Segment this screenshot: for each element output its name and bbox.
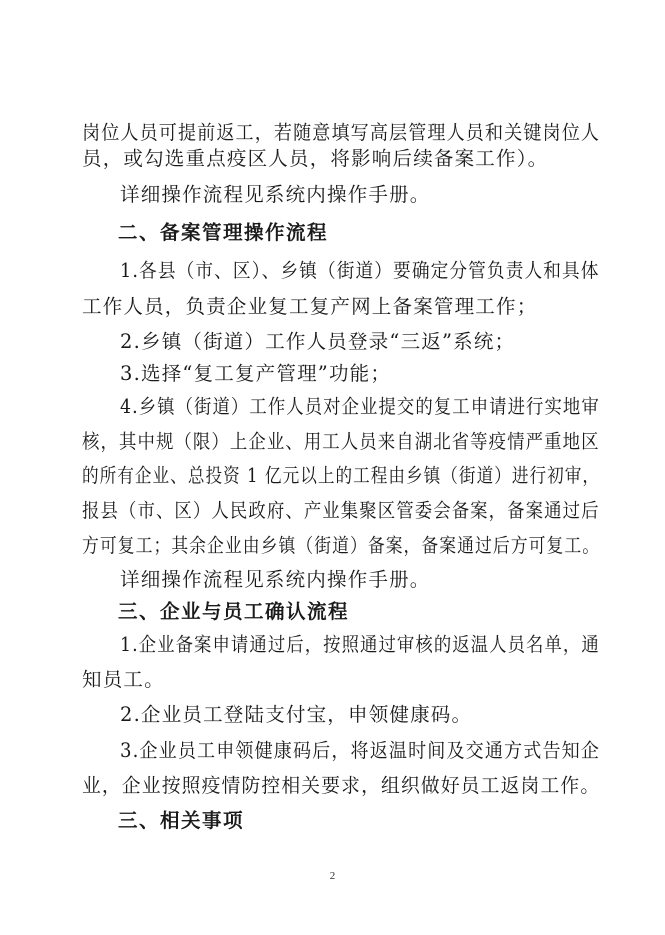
text-line: 2.企业员工登陆支付宝，申领健康码。 — [120, 703, 473, 726]
text-line: 员，或勾选重点疫区人员，将影响后续备案工作）。 — [82, 147, 549, 170]
text-line: 报县（市、区）人民政府、产业集聚区管委会备案，备案通过后 — [82, 499, 600, 522]
text-line: 的所有企业、总投资 1 亿元以上的工程由乡镇（街道）进行初审， — [82, 464, 601, 487]
text-line: 方可复工；其余企业由乡镇（街道）备案，备案通过后方可复工。 — [82, 534, 601, 557]
text-line: 核，其中规（限）上企业、用工人员来自湖北省等疫情严重地区 — [82, 430, 600, 453]
text-line: 详细操作流程见系统内操作手册。 — [120, 568, 431, 591]
text-line: 知员工。 — [82, 668, 165, 691]
text-line: 岗位人员可提前返工，若随意填写高层管理人员和关键岗位人 — [82, 121, 601, 144]
text-line: 1.各县（市、区）、乡镇（街道）要确定分管负责人和具体 — [120, 259, 600, 282]
page-number: 2 — [329, 870, 336, 882]
section-heading: 三、企业与员工确认流程 — [118, 600, 350, 623]
text-line: 4.乡镇（街道）工作人员对企业提交的复工申请进行实地审 — [120, 395, 600, 418]
text-line: 工作人员，负责企业复工复产网上备案管理工作； — [82, 295, 538, 318]
text-line: 2.乡镇（街道）工作人员登录“三返”系统； — [120, 330, 516, 353]
section-heading: 三、相关事项 — [118, 809, 245, 832]
text-line: 3.企业员工申领健康码后，将返温时间及交通方式告知企 — [120, 739, 601, 762]
text-line: 业，企业按照疫情防控相关要求，组织做好员工返岗工作。 — [82, 774, 601, 797]
text-line: 1.企业备案申请通过后，按照通过审核的返温人员名单，通 — [120, 633, 600, 656]
text-line: 3.选择“复工复产管理”功能； — [120, 362, 392, 385]
text-line: 详细操作流程见系统内操作手册。 — [120, 183, 431, 206]
section-heading: 二、备案管理操作流程 — [118, 221, 329, 244]
